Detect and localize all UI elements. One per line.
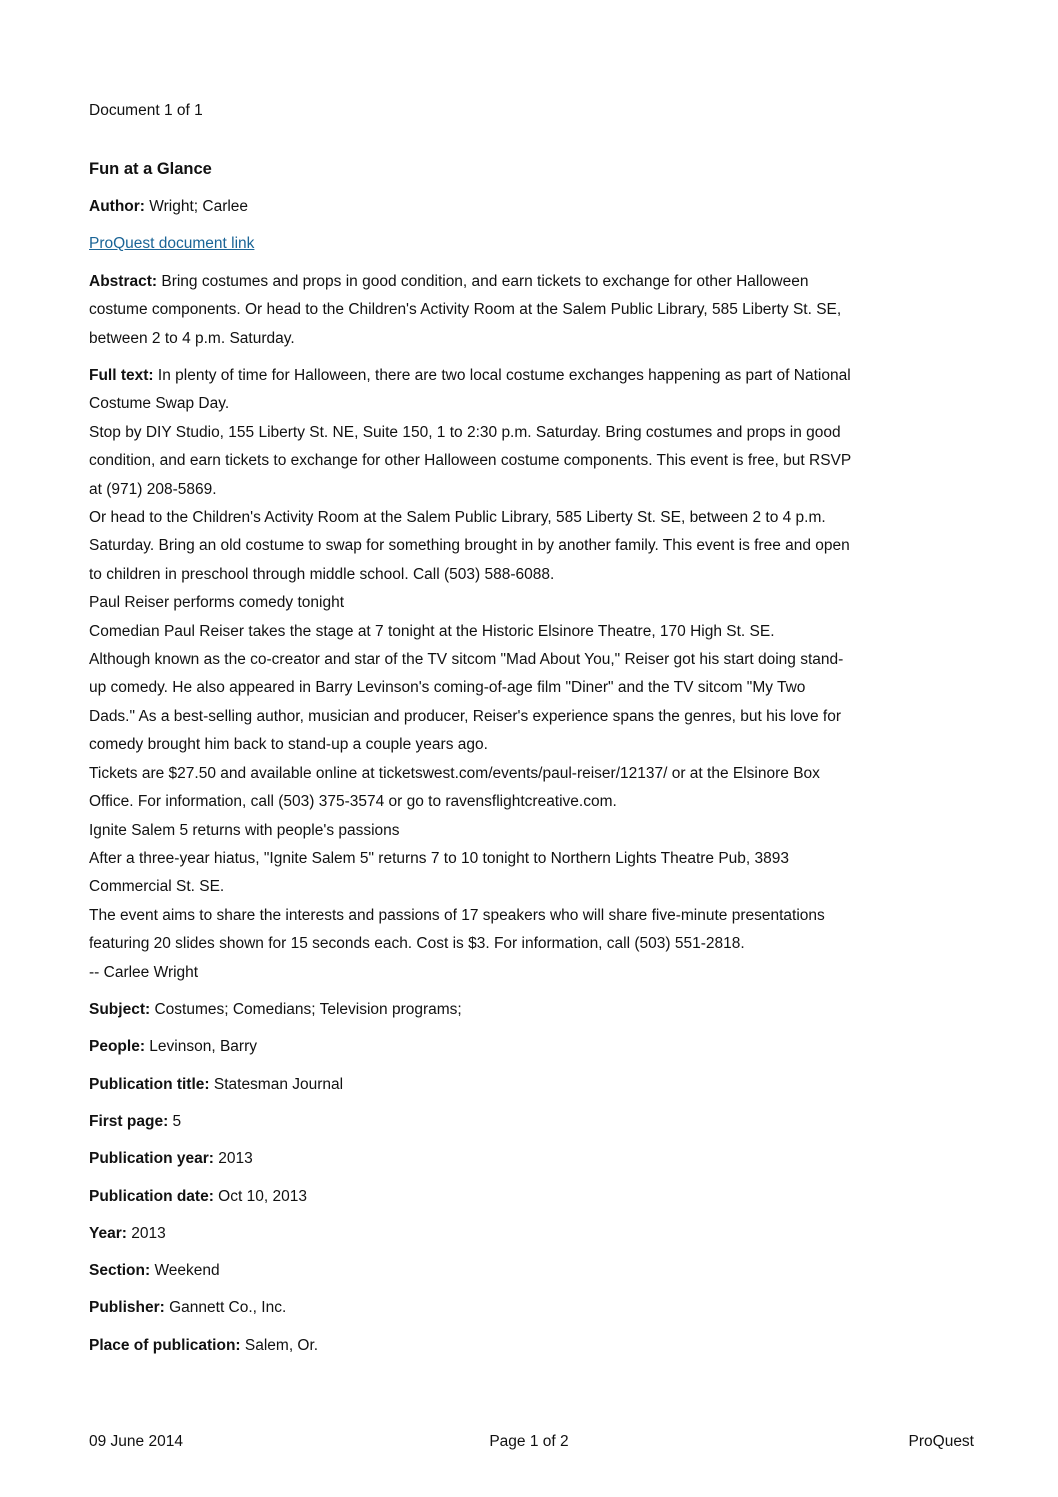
full-text-line: Although known as the co-creator and star of the TV sitcom "Mad About You," Reiser got his start doing stand- [89,651,844,669]
document-title: Fun at a Glance [89,160,212,178]
full-text-label: Full text: [89,367,154,384]
metadata-place-of-publication [89,1336,318,1356]
proquest-document-link[interactable]: ProQuest document link [89,235,255,252]
footer-date: 09 June 2014 [89,1433,183,1450]
full-text-section [89,362,979,987]
footer-page-number: Page 1 of 2 [489,1433,569,1450]
abstract-label: Abstract: [89,273,158,290]
document-count: Document 1 of 1 [89,102,203,119]
metadata-people [89,1037,257,1057]
metadata-label: First page: [89,1113,169,1130]
full-text-line: to children in preschool through middle school. Call (503) 588-6088. [89,565,555,583]
metadata-value: Gannett Co., Inc. [164,1299,287,1316]
metadata-subject [89,1000,462,1020]
metadata-publication-title [89,1075,343,1095]
full-text-line: Comedian Paul Reiser takes the stage at 7 tonight at the Historic Elsinore Theatre, 170 High St. SE. [89,622,775,640]
full-text-line: Ignite Salem 5 returns with people's passions [89,821,400,839]
metadata-label: Publication date: [89,1188,214,1205]
metadata-year [89,1224,166,1244]
full-text-line: Costume Swap Day. [89,395,230,413]
full-text-line: In plenty of time for Halloween, there are two local costume exchanges happening as part of National [153,367,851,384]
abstract-line: costume components. Or head to the Children's Activity Room at the Salem Public Library, 585 Liberty St. SE, [89,301,842,319]
full-text-line: -- Carlee Wright [89,963,199,981]
full-text-line: After a three-year hiatus, "Ignite Salem 5" returns 7 to 10 tonight to Northern Lights Theatre Pub, 3893 [89,849,790,867]
full-text-line: Paul Reiser performs comedy tonight [89,594,345,612]
full-text-line: comedy brought him back to stand-up a couple years ago. [89,736,488,754]
metadata-first-page [89,1112,181,1132]
metadata-value: Statesman Journal [209,1076,344,1093]
full-text-line: Tickets are $27.50 and available online at ticketswest.com/events/paul-reiser/12137/ or at the Elsinore Box [89,764,820,782]
metadata-value: 2013 [126,1225,166,1242]
author-field [89,197,248,217]
full-text-line: Saturday. Bring an old costume to swap for something brought in by another family. This event is free and open [89,537,850,555]
full-text-line: at (971) 208-5869. [89,480,217,498]
metadata-value: Weekend [150,1262,220,1279]
metadata-label: People: [89,1038,145,1055]
metadata-label: Place of publication: [89,1337,241,1354]
metadata-label: Publication year: [89,1150,214,1167]
metadata-publication-date [89,1187,307,1207]
metadata-value: Levinson, Barry [144,1038,257,1055]
author-value: Wright; Carlee [149,198,249,215]
full-text-line: up comedy. He also appeared in Barry Levinson's coming-of-age film "Diner" and the TV sitcom "My Two [89,679,806,697]
metadata-label: Year: [89,1225,127,1242]
metadata-value: Salem, Or. [240,1337,319,1354]
full-text-line: Stop by DIY Studio, 155 Liberty St. NE, Suite 150, 1 to 2:30 p.m. Saturday. Bring costumes and props in good [89,423,841,441]
metadata-value: 5 [168,1113,182,1130]
metadata-label: Subject: [89,1001,151,1018]
full-text-line: Dads." As a best-selling author, musician and producer, Reiser's experience spans the genres, but his love for [89,707,842,725]
full-text-line: condition, and earn tickets to exchange for other Halloween costume components. This event is free, but RSVP [89,452,852,470]
footer-brand: ProQuest [908,1433,974,1450]
metadata-value: Costumes; Comedians; Television programs; [150,1001,462,1018]
abstract-section [89,268,979,353]
author-label: Author: [89,198,145,215]
abstract-line: between 2 to 4 p.m. Saturday. [89,329,295,347]
metadata-label: Publication title: [89,1076,210,1093]
metadata-value: Oct 10, 2013 [213,1188,307,1205]
full-text-line: Office. For information, call (503) 375-3574 or go to ravensflightcreative.com. [89,793,617,811]
full-text-line: featuring 20 slides shown for 15 seconds each. Cost is $3. For information, call (503) 551-2818. [89,935,745,953]
metadata-label: Section: [89,1262,151,1279]
full-text-line: Commercial St. SE. [89,878,225,896]
metadata-value: 2013 [213,1150,253,1167]
abstract-line: Bring costumes and props in good condition, and earn tickets to exchange for other Halloween [157,273,809,290]
full-text-line: The event aims to share the interests and passions of 17 speakers who will share five-minute presentations [89,906,825,924]
metadata-label: Publisher: [89,1299,165,1316]
full-text-line: Or head to the Children's Activity Room at the Salem Public Library, 585 Liberty St. SE, between 2 to 4 p.m. [89,509,826,527]
metadata-publisher [89,1298,286,1318]
metadata-section [89,1261,220,1281]
metadata-publication-year [89,1149,253,1169]
